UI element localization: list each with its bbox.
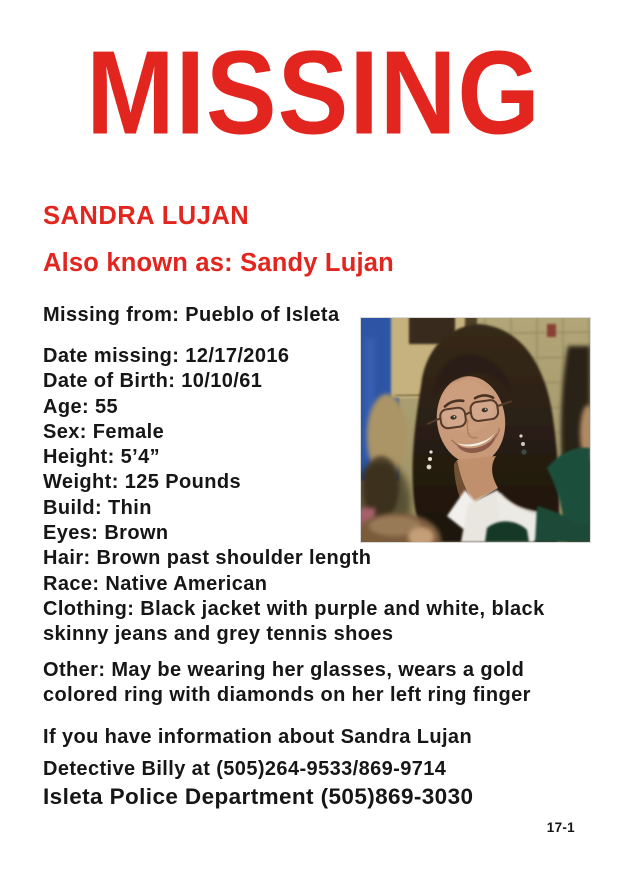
detail-build: Build: Thin — [43, 496, 152, 519]
missing-person-name: SANDRA LUJAN — [43, 202, 250, 230]
missing-person-photo — [361, 318, 590, 542]
photo-illustration — [361, 318, 590, 542]
detail-date-missing: Date missing: 12/17/2016 — [43, 345, 290, 367]
contact-detective-line: Detective Billy at (505)264-9533/869-9714 — [43, 758, 447, 781]
detail-sex: Sex: Female — [43, 420, 165, 443]
detail-height: Height: 5’4” — [43, 446, 161, 469]
detail-weight: Weight: 125 Pounds — [43, 471, 241, 494]
poster-title: MISSING — [86, 26, 541, 160]
contact-department-line: Isleta Police Department (505)869-3030 — [43, 783, 474, 809]
detail-eyes: Eyes: Brown — [43, 522, 169, 545]
detail-race: Race: Native American — [43, 572, 268, 595]
detail-hair: Hair: Brown past shoulder length — [43, 547, 372, 570]
detail-age: Age: 55 — [43, 395, 119, 418]
aka-line: Also known as: Sandy Lujan — [43, 249, 394, 277]
missing-from-line: Missing from: Pueblo of Isleta — [43, 304, 340, 326]
detail-clothing: Clothing: Black jacket with purple and white, black skinny jeans and grey tennis shoes — [43, 597, 545, 646]
page-reference: 17-1 — [546, 820, 575, 835]
information-callout: If you have information about Sandra Lujan — [43, 726, 473, 749]
other-description: Other: May be wearing her glasses, wears a gold colored ring with diamonds on her left ring finger — [43, 658, 531, 706]
detail-date-of-birth: Date of Birth: 10/10/61 — [43, 370, 263, 393]
